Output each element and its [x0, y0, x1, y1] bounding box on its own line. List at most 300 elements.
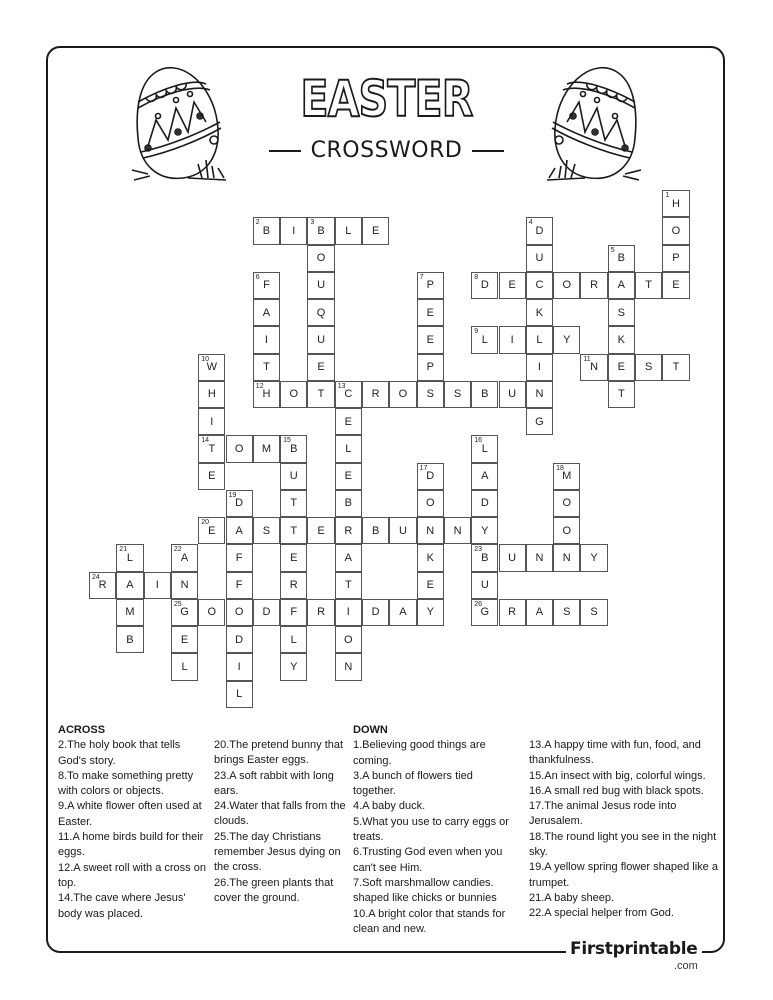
- grid-cell[interactable]: [553, 517, 580, 544]
- grid-cell[interactable]: [335, 572, 362, 599]
- cell-letter: K: [617, 333, 625, 346]
- grid-cell[interactable]: [335, 463, 362, 490]
- grid-cell[interactable]: [526, 544, 553, 571]
- clue-item: 22.A special helper from God.: [529, 907, 674, 920]
- grid-cell[interactable]: [471, 572, 498, 599]
- grid-cell[interactable]: [335, 517, 362, 544]
- clue-item: 14.The cave where Jesus' body was placed.: [58, 892, 186, 920]
- cell-letter: I: [155, 579, 159, 592]
- cell-letter: M: [125, 606, 135, 619]
- cell-letter: O: [234, 606, 244, 619]
- cell-letter: L: [126, 551, 133, 564]
- grid-cell[interactable]: [280, 626, 307, 653]
- cell-letter: A: [344, 551, 352, 564]
- grid-cell[interactable]: [389, 381, 416, 408]
- grid-cell[interactable]: [335, 599, 362, 626]
- cell-letter: U: [317, 279, 326, 292]
- grid-cell[interactable]: [499, 544, 526, 571]
- cell-letter: S: [563, 606, 571, 619]
- cell-letter: R: [289, 579, 298, 592]
- grid-cell[interactable]: [417, 299, 444, 326]
- cell-letter: M: [562, 470, 572, 483]
- clue-number: 22: [173, 546, 182, 554]
- grid-cell[interactable]: [253, 299, 280, 326]
- grid-cell[interactable]: [253, 272, 280, 299]
- grid-cell[interactable]: [471, 490, 498, 517]
- grid-cell[interactable]: [499, 381, 526, 408]
- cell-letter: T: [344, 579, 352, 592]
- grid-cell[interactable]: [226, 544, 253, 571]
- grid-cell[interactable]: [280, 517, 307, 544]
- grid-cell[interactable]: [280, 599, 307, 626]
- grid-cell[interactable]: [253, 354, 280, 381]
- grid-cell[interactable]: [226, 572, 253, 599]
- clue-item: 16.A small red bug with black spots.: [529, 784, 704, 797]
- grid-cell[interactable]: [280, 572, 307, 599]
- grid-cell[interactable]: [553, 599, 580, 626]
- across-heading: ACROSS: [58, 724, 106, 736]
- grid-cell[interactable]: [662, 190, 689, 217]
- grid-cell[interactable]: [635, 272, 662, 299]
- cell-letter: I: [346, 606, 350, 619]
- grid-cell[interactable]: [335, 408, 362, 435]
- grid-cell[interactable]: [280, 490, 307, 517]
- clue-item: 13.A happy time with fun, food, and thankfulness.: [529, 739, 701, 767]
- cell-letter: Q: [316, 306, 326, 319]
- grid-cell[interactable]: [280, 653, 307, 680]
- clue-item: 21.A baby sheep.: [529, 891, 615, 904]
- cell-letter: A: [180, 551, 189, 564]
- grid-cell[interactable]: [526, 326, 553, 353]
- grid-cell[interactable]: [608, 381, 635, 408]
- brand-domain: .com: [674, 960, 698, 972]
- cell-letter: B: [617, 252, 625, 265]
- clue-number: 10: [201, 355, 209, 363]
- cell-letter: O: [344, 633, 353, 646]
- cell-letter: L: [481, 333, 488, 346]
- cell-letter: L: [345, 442, 352, 455]
- cell-letter: D: [426, 470, 435, 483]
- grid-cell[interactable]: [526, 354, 553, 381]
- grid-cell[interactable]: [253, 381, 280, 408]
- grid-cell[interactable]: [198, 381, 225, 408]
- grid-cell[interactable]: [471, 272, 498, 299]
- cell-letter: W: [206, 361, 218, 374]
- clue-number: 20: [201, 519, 209, 526]
- grid-cell[interactable]: [608, 299, 635, 326]
- cell-letter: Y: [590, 551, 598, 564]
- clue-item: 1.Believing good things are coming.: [353, 739, 486, 767]
- page-subtitle: CROSSWORD: [310, 138, 463, 163]
- grid-cell[interactable]: [580, 354, 607, 381]
- grid-cell[interactable]: [335, 217, 362, 244]
- grid-cell[interactable]: [471, 435, 498, 462]
- grid-cell[interactable]: [389, 517, 416, 544]
- grid-cell[interactable]: [417, 381, 444, 408]
- cell-letter: L: [345, 224, 352, 237]
- clue-number: 11: [583, 355, 591, 363]
- cell-letter: G: [480, 606, 490, 619]
- clue-number: 7: [419, 273, 424, 281]
- clue-number: 21: [119, 546, 128, 554]
- cell-letter: I: [537, 361, 541, 374]
- grid-cell[interactable]: [307, 245, 334, 272]
- grid-cell[interactable]: [662, 354, 689, 381]
- grid-cell[interactable]: [553, 326, 580, 353]
- clue-item: 6.Trusting God even when you can't see Him.: [353, 846, 503, 874]
- cell-letter: T: [645, 279, 653, 292]
- grid-cell[interactable]: [198, 463, 225, 490]
- clue-item: 23.A soft rabbit with long ears.: [214, 769, 334, 797]
- grid-cell[interactable]: [526, 408, 553, 435]
- cell-letter: H: [671, 197, 680, 210]
- cell-letter: F: [290, 606, 298, 619]
- grid-cell[interactable]: [499, 272, 526, 299]
- grid-cell[interactable]: [471, 599, 498, 626]
- clue-number: 8: [474, 273, 479, 281]
- clue-number: 6: [255, 273, 260, 281]
- cell-letter: U: [508, 388, 517, 401]
- cell-letter: R: [317, 606, 326, 619]
- grid-cell[interactable]: [307, 354, 334, 381]
- grid-cell[interactable]: [335, 435, 362, 462]
- cell-letter: T: [617, 388, 625, 401]
- clue-item: 7.Soft marshmallow candies. shaped like chicks or bunnies: [353, 876, 497, 905]
- cell-letter: R: [508, 606, 517, 619]
- grid-cell[interactable]: [608, 245, 635, 272]
- clue-item: 18.The round light you see in the night sky.: [529, 830, 717, 859]
- cell-letter: E: [344, 470, 352, 483]
- clue-item: 17.The animal Jesus rode into Jerusalem.: [529, 800, 677, 828]
- grid-cell[interactable]: [144, 572, 171, 599]
- cell-letter: I: [264, 333, 268, 346]
- grid-cell[interactable]: [253, 599, 280, 626]
- grid-cell[interactable]: [417, 272, 444, 299]
- cell-letter: R: [344, 524, 353, 537]
- cell-letter: O: [289, 388, 299, 401]
- cell-letter: Y: [290, 660, 298, 673]
- grid-cell[interactable]: [608, 272, 635, 299]
- clue-item: 9.A white flower often used at Easter.: [58, 800, 202, 828]
- clue-item: 12.A sweet roll with a cross on top.: [58, 861, 206, 889]
- cell-letter: O: [671, 224, 681, 237]
- clue-number: 16: [474, 437, 482, 445]
- grid-cell[interactable]: [89, 572, 116, 599]
- clue-number: 14: [201, 437, 209, 445]
- cell-letter: T: [208, 442, 216, 455]
- grid-cell[interactable]: [307, 299, 334, 326]
- brand-logo: Firstprintable: [570, 939, 698, 959]
- cell-letter: T: [290, 524, 298, 537]
- grid-cell[interactable]: [280, 435, 307, 462]
- cell-letter: C: [535, 279, 544, 292]
- cell-letter: D: [535, 224, 544, 237]
- clue-number: 12: [255, 382, 264, 390]
- grid-cell[interactable]: [226, 653, 253, 680]
- cell-letter: L: [236, 688, 243, 701]
- grid-cell[interactable]: [253, 517, 280, 544]
- grid-cell[interactable]: [198, 599, 225, 626]
- cell-letter: F: [235, 579, 243, 592]
- grid-cell[interactable]: [116, 544, 143, 571]
- grid-cell[interactable]: [226, 517, 253, 544]
- cell-letter: N: [535, 388, 544, 401]
- cell-letter: O: [562, 524, 572, 537]
- clue-item: 3.A bunch of flowers tied together.: [353, 769, 473, 798]
- grid-cell[interactable]: [171, 544, 198, 571]
- cell-letter: B: [371, 524, 380, 537]
- grid-cell[interactable]: [362, 217, 389, 244]
- cell-letter: E: [426, 333, 434, 346]
- grid-cell[interactable]: [171, 653, 198, 680]
- grid-cell[interactable]: [417, 463, 444, 490]
- grid-cell[interactable]: [635, 354, 662, 381]
- grid-cell[interactable]: [198, 408, 225, 435]
- grid-cell[interactable]: [471, 517, 498, 544]
- cell-letter: D: [480, 497, 489, 510]
- grid-cell[interactable]: [499, 326, 526, 353]
- cell-letter: B: [317, 224, 325, 237]
- grid-cell[interactable]: [307, 217, 334, 244]
- cell-letter: B: [344, 497, 352, 510]
- grid-cell[interactable]: [335, 381, 362, 408]
- clue-number: 5: [610, 246, 615, 254]
- grid-cell[interactable]: [526, 217, 553, 244]
- grid-cell[interactable]: [580, 544, 607, 571]
- grid-cell[interactable]: [471, 381, 498, 408]
- grid-cell[interactable]: [116, 572, 143, 599]
- cell-letter: B: [262, 224, 271, 237]
- cell-letter: S: [453, 388, 462, 401]
- grid-cell[interactable]: [471, 463, 498, 490]
- cell-letter: E: [208, 524, 216, 537]
- cell-letter: E: [371, 224, 380, 237]
- cell-letter: A: [126, 579, 134, 592]
- cell-letter: A: [262, 306, 271, 319]
- cell-letter: D: [480, 279, 489, 292]
- cell-letter: B: [481, 388, 489, 401]
- grid-cell[interactable]: [226, 435, 253, 462]
- clue-item: 10.A bright color that stands for clean and new.: [353, 907, 506, 935]
- cell-letter: U: [508, 551, 517, 564]
- grid-cell[interactable]: [499, 599, 526, 626]
- cell-letter: L: [481, 442, 488, 455]
- grid-cell[interactable]: [198, 354, 225, 381]
- cell-letter: E: [208, 470, 216, 483]
- cell-letter: O: [425, 497, 435, 510]
- grid-cell[interactable]: [198, 517, 225, 544]
- cell-letter: G: [535, 415, 544, 428]
- clue-number: 2: [255, 219, 260, 227]
- grid-cell[interactable]: [307, 326, 334, 353]
- across-clues: [58, 723, 210, 922]
- cell-letter: O: [562, 279, 572, 292]
- grid-cell[interactable]: [198, 435, 225, 462]
- grid-cell[interactable]: [171, 626, 198, 653]
- clue-number: 26: [474, 600, 482, 608]
- grid-cell[interactable]: [417, 326, 444, 353]
- cell-letter: A: [535, 606, 544, 619]
- cell-letter: E: [180, 633, 189, 646]
- grid-cell[interactable]: [471, 326, 498, 353]
- grid-cell[interactable]: [444, 517, 471, 544]
- grid-cell[interactable]: [662, 245, 689, 272]
- grid-cell[interactable]: [335, 544, 362, 571]
- grid-cell[interactable]: [389, 599, 416, 626]
- grid-cell[interactable]: [116, 599, 143, 626]
- grid-cell[interactable]: [417, 599, 444, 626]
- grid-cell[interactable]: [226, 490, 253, 517]
- grid-cell[interactable]: [280, 463, 307, 490]
- cell-letter: N: [344, 660, 353, 673]
- grid-cell[interactable]: [335, 490, 362, 517]
- grid-cell[interactable]: [608, 326, 635, 353]
- cell-letter: O: [316, 252, 326, 265]
- grid-cell[interactable]: [362, 381, 389, 408]
- cell-letter: E: [317, 524, 325, 537]
- cell-letter: I: [510, 333, 514, 346]
- cell-letter: L: [536, 333, 543, 346]
- clue-item: 24.Water that falls from the clouds.: [214, 800, 346, 828]
- grid-cell[interactable]: [280, 381, 307, 408]
- cell-letter: P: [672, 252, 680, 265]
- cell-letter: A: [481, 470, 489, 483]
- clue-number: 19: [228, 491, 237, 499]
- grid-cell[interactable]: [526, 599, 553, 626]
- clue-item: 20.The pretend bunny that brings Easter eggs.: [214, 739, 344, 767]
- grid-cell[interactable]: [335, 653, 362, 680]
- grid-cell[interactable]: [526, 299, 553, 326]
- clue-number: 4: [528, 219, 533, 227]
- grid-cell[interactable]: [362, 517, 389, 544]
- grid-cell[interactable]: [280, 217, 307, 244]
- clue-item: 4.A baby duck.: [353, 800, 426, 813]
- cell-letter: R: [371, 388, 380, 401]
- clue-item: 26.The green plants that cover the ground.: [214, 876, 334, 904]
- clue-item: 19.A yellow spring flower shaped like a trumpet.: [529, 861, 718, 889]
- clue-item: 25.The day Christians remember Jesus dying on the cross.: [214, 830, 341, 874]
- cell-letter: D: [262, 606, 271, 619]
- grid-cell[interactable]: [253, 217, 280, 244]
- cell-letter: N: [535, 551, 544, 564]
- cell-letter: D: [235, 633, 244, 646]
- grid-cell[interactable]: [307, 272, 334, 299]
- grid-cell[interactable]: [307, 599, 334, 626]
- cell-letter: N: [562, 551, 571, 564]
- cell-letter: B: [290, 442, 298, 455]
- grid-cell[interactable]: [553, 463, 580, 490]
- down-clues-continued: [529, 738, 719, 922]
- cell-letter: S: [617, 306, 625, 319]
- grid-cell[interactable]: [471, 544, 498, 571]
- cell-letter: U: [289, 470, 298, 483]
- grid-cell[interactable]: [362, 599, 389, 626]
- subtitle-row: [0, 138, 773, 163]
- clue-number: 3: [310, 219, 315, 227]
- cell-letter: F: [263, 279, 270, 292]
- grid-cell[interactable]: [526, 272, 553, 299]
- grid-cell[interactable]: [307, 381, 334, 408]
- cell-letter: E: [426, 579, 434, 592]
- cell-letter: U: [535, 252, 544, 265]
- cell-letter: H: [262, 388, 271, 401]
- cell-letter: I: [292, 224, 296, 237]
- grid-cell[interactable]: [171, 599, 198, 626]
- cell-letter: P: [426, 361, 434, 374]
- grid-cell[interactable]: [307, 517, 334, 544]
- cell-letter: R: [590, 279, 599, 292]
- cell-letter: E: [672, 279, 680, 292]
- grid-cell[interactable]: [116, 626, 143, 653]
- cell-letter: O: [234, 442, 244, 455]
- cell-letter: G: [180, 606, 189, 619]
- grid-cell[interactable]: [608, 354, 635, 381]
- grid-cell[interactable]: [226, 599, 253, 626]
- cell-letter: R: [98, 579, 107, 592]
- cell-letter: S: [644, 361, 653, 374]
- grid-cell[interactable]: [417, 572, 444, 599]
- cell-letter: I: [237, 660, 241, 673]
- cell-letter: O: [562, 497, 572, 510]
- down-clues: [353, 723, 518, 937]
- cell-letter: E: [617, 361, 625, 374]
- grid-cell[interactable]: [580, 599, 607, 626]
- grid-cell[interactable]: [171, 572, 198, 599]
- grid-cell[interactable]: [226, 681, 253, 708]
- cell-letter: C: [344, 388, 353, 401]
- grid-cell[interactable]: [553, 544, 580, 571]
- cell-letter: Y: [563, 333, 571, 346]
- grid-cell[interactable]: [417, 490, 444, 517]
- grid-cell[interactable]: [526, 245, 553, 272]
- grid-cell[interactable]: [580, 272, 607, 299]
- cell-letter: A: [235, 524, 243, 537]
- grid-cell[interactable]: [553, 490, 580, 517]
- cell-letter: N: [426, 524, 435, 537]
- cell-letter: O: [398, 388, 408, 401]
- clue-number: 9: [474, 328, 479, 336]
- cell-letter: Y: [426, 606, 434, 619]
- cell-letter: Y: [481, 524, 489, 537]
- cell-letter: O: [207, 606, 217, 619]
- cell-letter: L: [290, 633, 297, 646]
- grid-cell[interactable]: [417, 544, 444, 571]
- grid-cell[interactable]: [417, 354, 444, 381]
- grid-cell[interactable]: [444, 381, 471, 408]
- clue-number: 25: [173, 600, 182, 608]
- grid-cell[interactable]: [553, 272, 580, 299]
- across-clues-continued: [214, 738, 349, 906]
- cell-letter: N: [590, 361, 599, 374]
- grid-cell[interactable]: [526, 381, 553, 408]
- grid-cell[interactable]: [253, 326, 280, 353]
- divider-left: [269, 150, 301, 152]
- grid-cell[interactable]: [417, 517, 444, 544]
- grid-cell[interactable]: [662, 217, 689, 244]
- grid-cell[interactable]: [280, 544, 307, 571]
- clue-number: 17: [419, 464, 428, 472]
- grid-cell[interactable]: [335, 626, 362, 653]
- clue-item: 8.To make something pretty with colors or objects.: [58, 769, 194, 798]
- cell-letter: B: [481, 551, 489, 564]
- cell-letter: T: [263, 361, 270, 374]
- cell-letter: L: [181, 660, 188, 673]
- cell-letter: T: [672, 361, 680, 374]
- cell-letter: D: [235, 497, 244, 510]
- grid-cell[interactable]: [253, 435, 280, 462]
- grid-cell[interactable]: [226, 626, 253, 653]
- grid-cell[interactable]: [662, 272, 689, 299]
